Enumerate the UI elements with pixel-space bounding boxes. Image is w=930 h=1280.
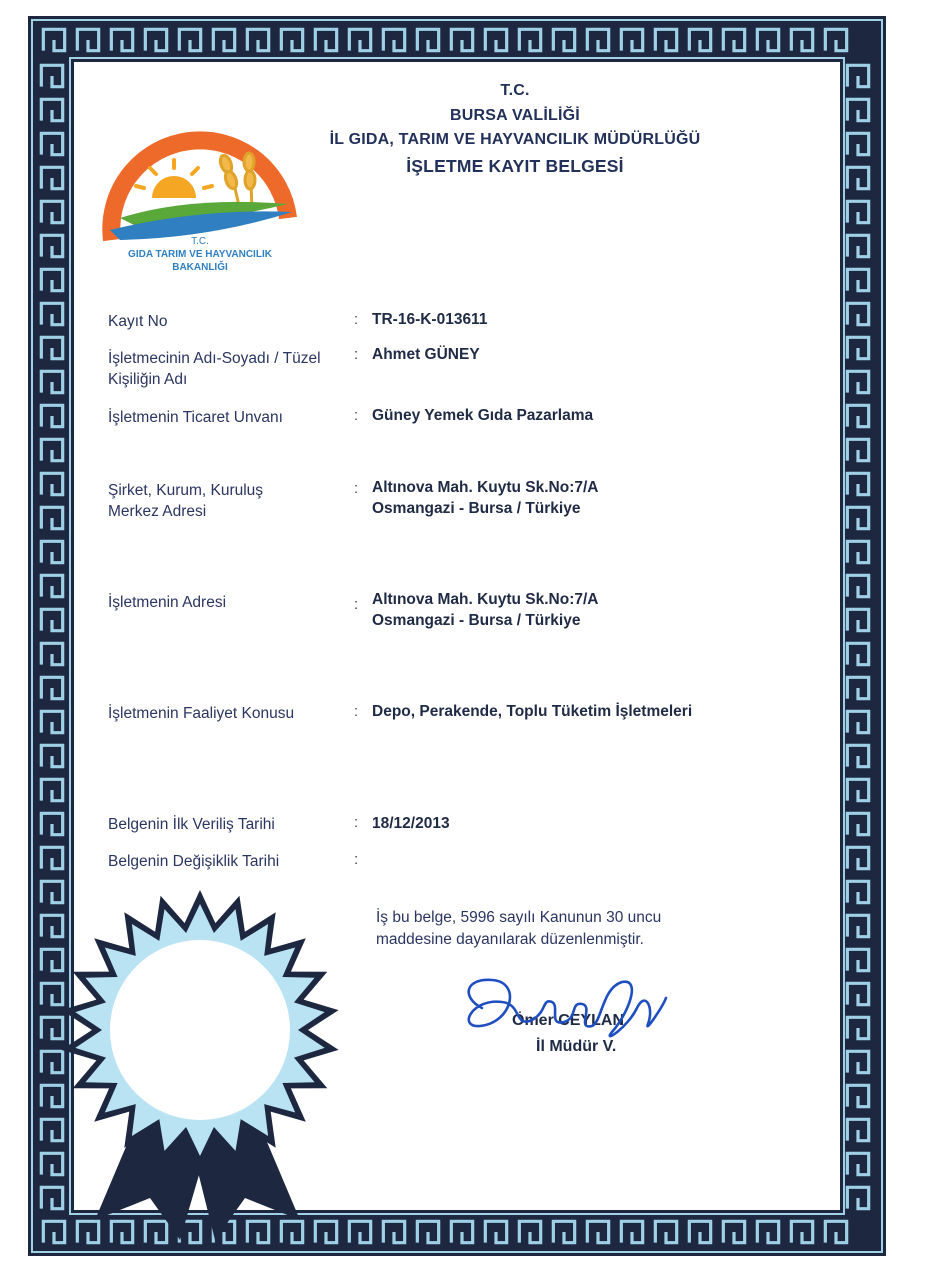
- colon: :: [354, 311, 359, 328]
- colon: :: [354, 596, 359, 613]
- rosette-seal: [55, 880, 345, 1240]
- colon: :: [354, 346, 359, 363]
- colon: :: [354, 480, 359, 497]
- label-first-issue-date: Belgenin İlk Veriliş Tarihi: [108, 816, 275, 833]
- value-head-office-address-line1: Altınova Mah. Kuytu Sk.No:7/A: [372, 479, 599, 496]
- label-registration-no: Kayıt No: [108, 313, 168, 330]
- logo-ministry-line2: BAKANLIĞI: [172, 262, 228, 273]
- legal-note-line1: İş bu belge, 5996 sayılı Kanunun 30 uncu: [376, 909, 662, 926]
- colon: :: [354, 851, 359, 868]
- legal-note-line2: maddesine dayanılarak düzenlenmiştir.: [376, 931, 644, 948]
- colon: :: [354, 703, 359, 720]
- value-activity-subject: Depo, Perakende, Toplu Tüketim İşletmeleri: [372, 703, 693, 720]
- colon: :: [354, 407, 359, 424]
- value-trade-name: Güney Yemek Gıda Pazarlama: [372, 407, 594, 424]
- signatory-name: Ömer CEYLAN: [512, 1012, 625, 1029]
- label-modification-date: Belgenin Değişiklik Tarihi: [108, 853, 280, 870]
- label-business-address: İşletmenin Adresi: [108, 594, 227, 611]
- logo-tc-label: T.C.: [191, 236, 209, 247]
- value-first-issue-date: 18/12/2013: [372, 815, 450, 832]
- handwritten-signature: [452, 968, 682, 1048]
- document-title: İŞLETME KAYIT BELGESİ: [406, 156, 624, 176]
- logo-ministry-line1: GIDA TARIM VE HAYVANCILIK: [128, 249, 272, 260]
- header-tc: T.C.: [500, 82, 530, 99]
- label-activity-subject: İşletmenin Faaliyet Konusu: [108, 705, 295, 722]
- value-operator-name: Ahmet GÜNEY: [372, 346, 480, 363]
- header-governorship: BURSA VALİLİĞİ: [450, 107, 580, 124]
- label-head-office-address: Şirket, Kurum, Kuruluş Merkez Adresi: [108, 482, 264, 520]
- value-business-address-line2: Osmangazi - Bursa / Türkiye: [372, 612, 581, 629]
- document-header: [280, 82, 750, 177]
- value-business-address-line1: Altınova Mah. Kuytu Sk.No:7/A: [372, 591, 599, 608]
- colon: :: [354, 814, 359, 831]
- legal-note: [376, 907, 756, 951]
- label-trade-name: İşletmenin Ticaret Unvanı: [108, 409, 283, 426]
- value-registration-no: TR-16-K-013611: [372, 311, 488, 328]
- label-operator-name: İşletmecinin Adı-Soyadı / Tüzel Kişiliğin Adı: [108, 350, 321, 388]
- value-head-office-address-line2: Osmangazi - Bursa / Türkiye: [372, 500, 581, 517]
- signatory-title: İl Müdür V.: [536, 1038, 617, 1055]
- header-directorate: İL GIDA, TARIM VE HAYVANCILIK MÜDÜRLÜĞÜ: [329, 131, 701, 148]
